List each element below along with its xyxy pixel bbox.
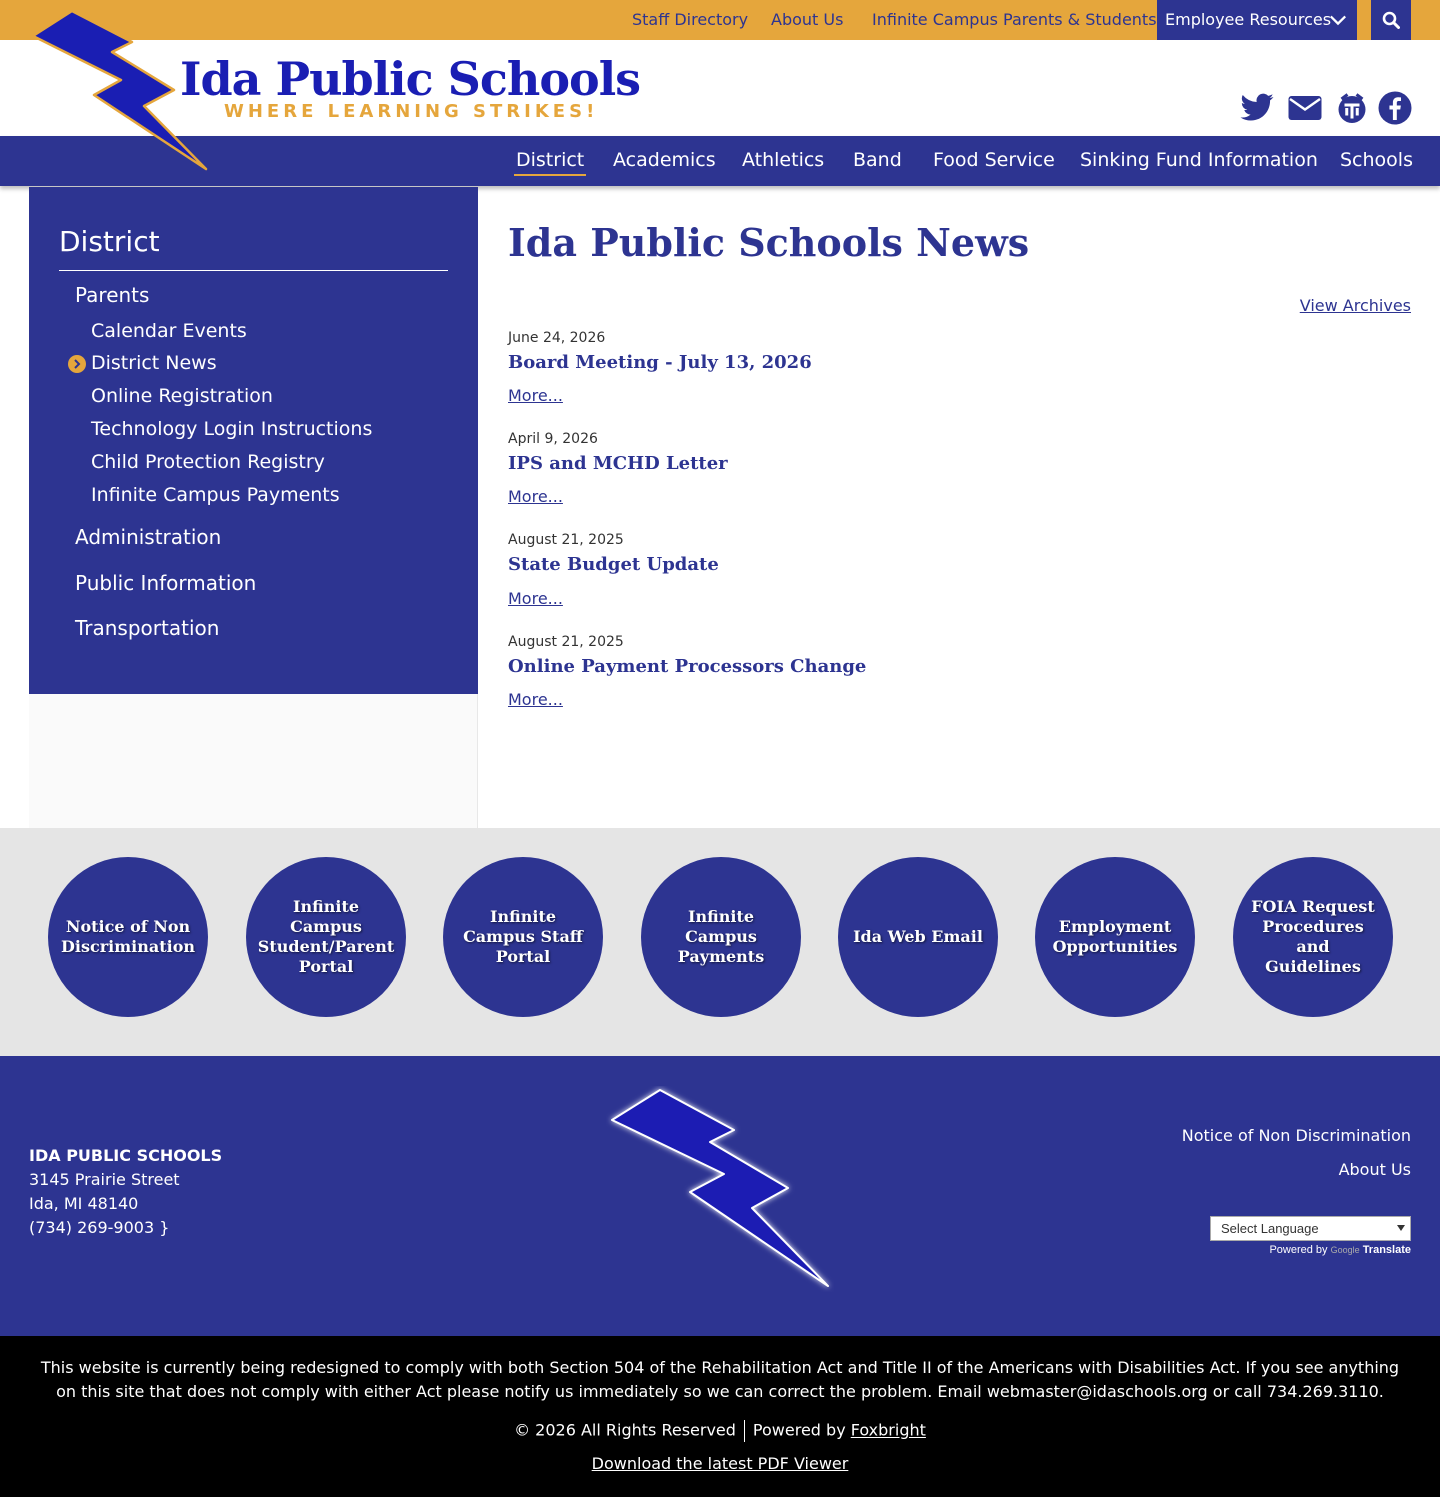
bottom-bar [0, 1336, 1440, 1497]
sidebar-item-child-protection[interactable]: Child Protection Registry [91, 451, 325, 473]
pdf-viewer-link[interactable]: Download the latest PDF Viewer [591, 1454, 849, 1473]
infinite-campus-link[interactable]: Infinite Campus Parents & Students [872, 10, 1157, 29]
nav-band[interactable]: Band [853, 149, 902, 171]
sidebar-item-district-news[interactable]: District News [91, 352, 217, 374]
facebook-icon[interactable] [1377, 90, 1413, 126]
nav-athletics[interactable]: Athletics [742, 149, 825, 171]
search-button[interactable] [1371, 0, 1411, 40]
news-date: June 24, 2026 [508, 330, 606, 346]
sidebar-item-administration[interactable]: Administration [75, 525, 222, 549]
nav-food-service[interactable]: Food Service [933, 149, 1055, 171]
news-title-link[interactable]: IPS and MCHD Letter [508, 453, 728, 474]
news-title-link[interactable]: State Budget Update [508, 554, 719, 575]
current-page-indicator-icon [68, 355, 86, 373]
nav-academics[interactable]: Academics [613, 149, 716, 171]
employee-resources-label: Employee Resources [1165, 10, 1332, 29]
site-title[interactable]: Ida Public Schools [180, 52, 641, 106]
powered-by-label: Powered by [1269, 1244, 1328, 1256]
sidebar-spacer [29, 694, 478, 828]
footer-about-us-link[interactable]: About Us [1338, 1160, 1411, 1179]
sidebar-item-public-information[interactable]: Public Information [75, 571, 257, 595]
accessibility-disclaimer: This website is currently being redesigned to comply with both Section 504 of the Rehabilitation Act and Title II of the Americans with Disabilities Act. If you see anything on this site that does not comply with either Act please notify us immediately so we can correct the problem. Email webmaster@idaschools.org or call 734.269.3110. [40, 1358, 1400, 1401]
sidebar-item-parents[interactable]: Parents [75, 283, 150, 307]
sidebar-item-online-registration[interactable]: Online Registration [91, 385, 273, 407]
nav-sinking-fund[interactable]: Sinking Fund Information [1080, 149, 1318, 171]
news-more-link[interactable]: More... [508, 487, 563, 506]
site-tagline: WHERE LEARNING STRIKES! [224, 101, 599, 122]
news-date: August 21, 2025 [508, 634, 624, 650]
quick-link-ic-payments[interactable]: Infinite Campus Payments [641, 857, 801, 1017]
quick-link-web-email[interactable]: Ida Web Email [838, 857, 998, 1017]
quick-link-ic-staff-portal[interactable]: Infinite Campus Staff Portal [443, 857, 603, 1017]
footer-city: Ida, MI 48140 [29, 1194, 139, 1213]
footer-org-name: IDA PUBLIC SCHOOLS [29, 1146, 223, 1165]
foxbright-link[interactable]: Foxbright [850, 1420, 926, 1440]
google-translate-credit [1269, 1244, 1411, 1256]
powered-by-text: Powered by [752, 1420, 846, 1440]
language-select[interactable] [1210, 1216, 1411, 1241]
news-date: April 9, 2026 [508, 431, 598, 447]
site-footer [0, 1056, 1440, 1336]
copyright-divider [744, 1420, 745, 1442]
sidebar-item-ic-payments[interactable]: Infinite Campus Payments [91, 484, 340, 506]
copyright-text: © 2026 All Rights Reserved [514, 1420, 736, 1440]
search-icon [1382, 11, 1400, 29]
copyright-line [0, 1420, 1440, 1442]
sidebar-item-transportation[interactable]: Transportation [75, 616, 220, 640]
page-title: Ida Public Schools News [508, 220, 1030, 265]
email-icon[interactable] [1287, 90, 1323, 126]
quick-link-employment[interactable]: Employment Opportunities [1035, 857, 1195, 1017]
language-select-value: Select Language [1221, 1221, 1319, 1236]
sidebar-divider [59, 270, 448, 271]
twitter-icon[interactable] [1239, 90, 1275, 126]
top-utility-bar [0, 0, 1440, 40]
sidebar-item-calendar-events[interactable]: Calendar Events [91, 320, 247, 342]
quick-link-foia[interactable]: FOIA Request Procedures and Guidelines [1233, 857, 1393, 1017]
sidebar-item-technology-login[interactable]: Technology Login Instructions [91, 418, 373, 440]
quick-link-non-discrimination[interactable]: Notice of Non Discrimination [48, 857, 208, 1017]
employee-resources-button[interactable] [1157, 0, 1357, 40]
about-us-link[interactable]: About Us [771, 10, 844, 29]
nav-schools[interactable]: Schools [1340, 149, 1413, 171]
news-title-link[interactable]: Online Payment Processors Change [508, 656, 867, 677]
news-date: August 21, 2025 [508, 532, 624, 548]
chevron-down-icon [1329, 11, 1347, 29]
sidebar-nav [29, 187, 478, 694]
footer-bolt-logo [606, 1086, 834, 1292]
google-logo-text: Google [1330, 1245, 1360, 1255]
quick-link-ic-student-portal[interactable]: Infinite Campus Student/Parent Portal [246, 857, 406, 1017]
staff-directory-link[interactable]: Staff Directory [632, 10, 749, 29]
footer-phone: (734) 269-9003 } [29, 1218, 170, 1237]
news-more-link[interactable]: More... [508, 386, 563, 405]
news-title-link[interactable]: Board Meeting - July 13, 2026 [508, 352, 812, 373]
lightning-bolt-logo [28, 8, 213, 173]
district-seal-icon[interactable] [1334, 90, 1370, 126]
news-more-link[interactable]: More... [508, 589, 563, 608]
footer-non-discrimination-link[interactable]: Notice of Non Discrimination [1181, 1126, 1411, 1145]
chevron-down-icon [1397, 1225, 1405, 1231]
site-header [0, 40, 1440, 136]
main-navigation [0, 136, 1440, 186]
view-archives-link[interactable]: View Archives [1299, 296, 1411, 315]
sidebar-title: District [59, 225, 160, 258]
news-more-link[interactable]: More... [508, 690, 563, 709]
footer-street: 3145 Prairie Street [29, 1170, 180, 1189]
quick-links-band [0, 828, 1440, 1056]
footer-address [29, 1144, 222, 1240]
translate-link[interactable]: Translate [1362, 1244, 1411, 1256]
nav-district[interactable]: District [516, 136, 584, 186]
